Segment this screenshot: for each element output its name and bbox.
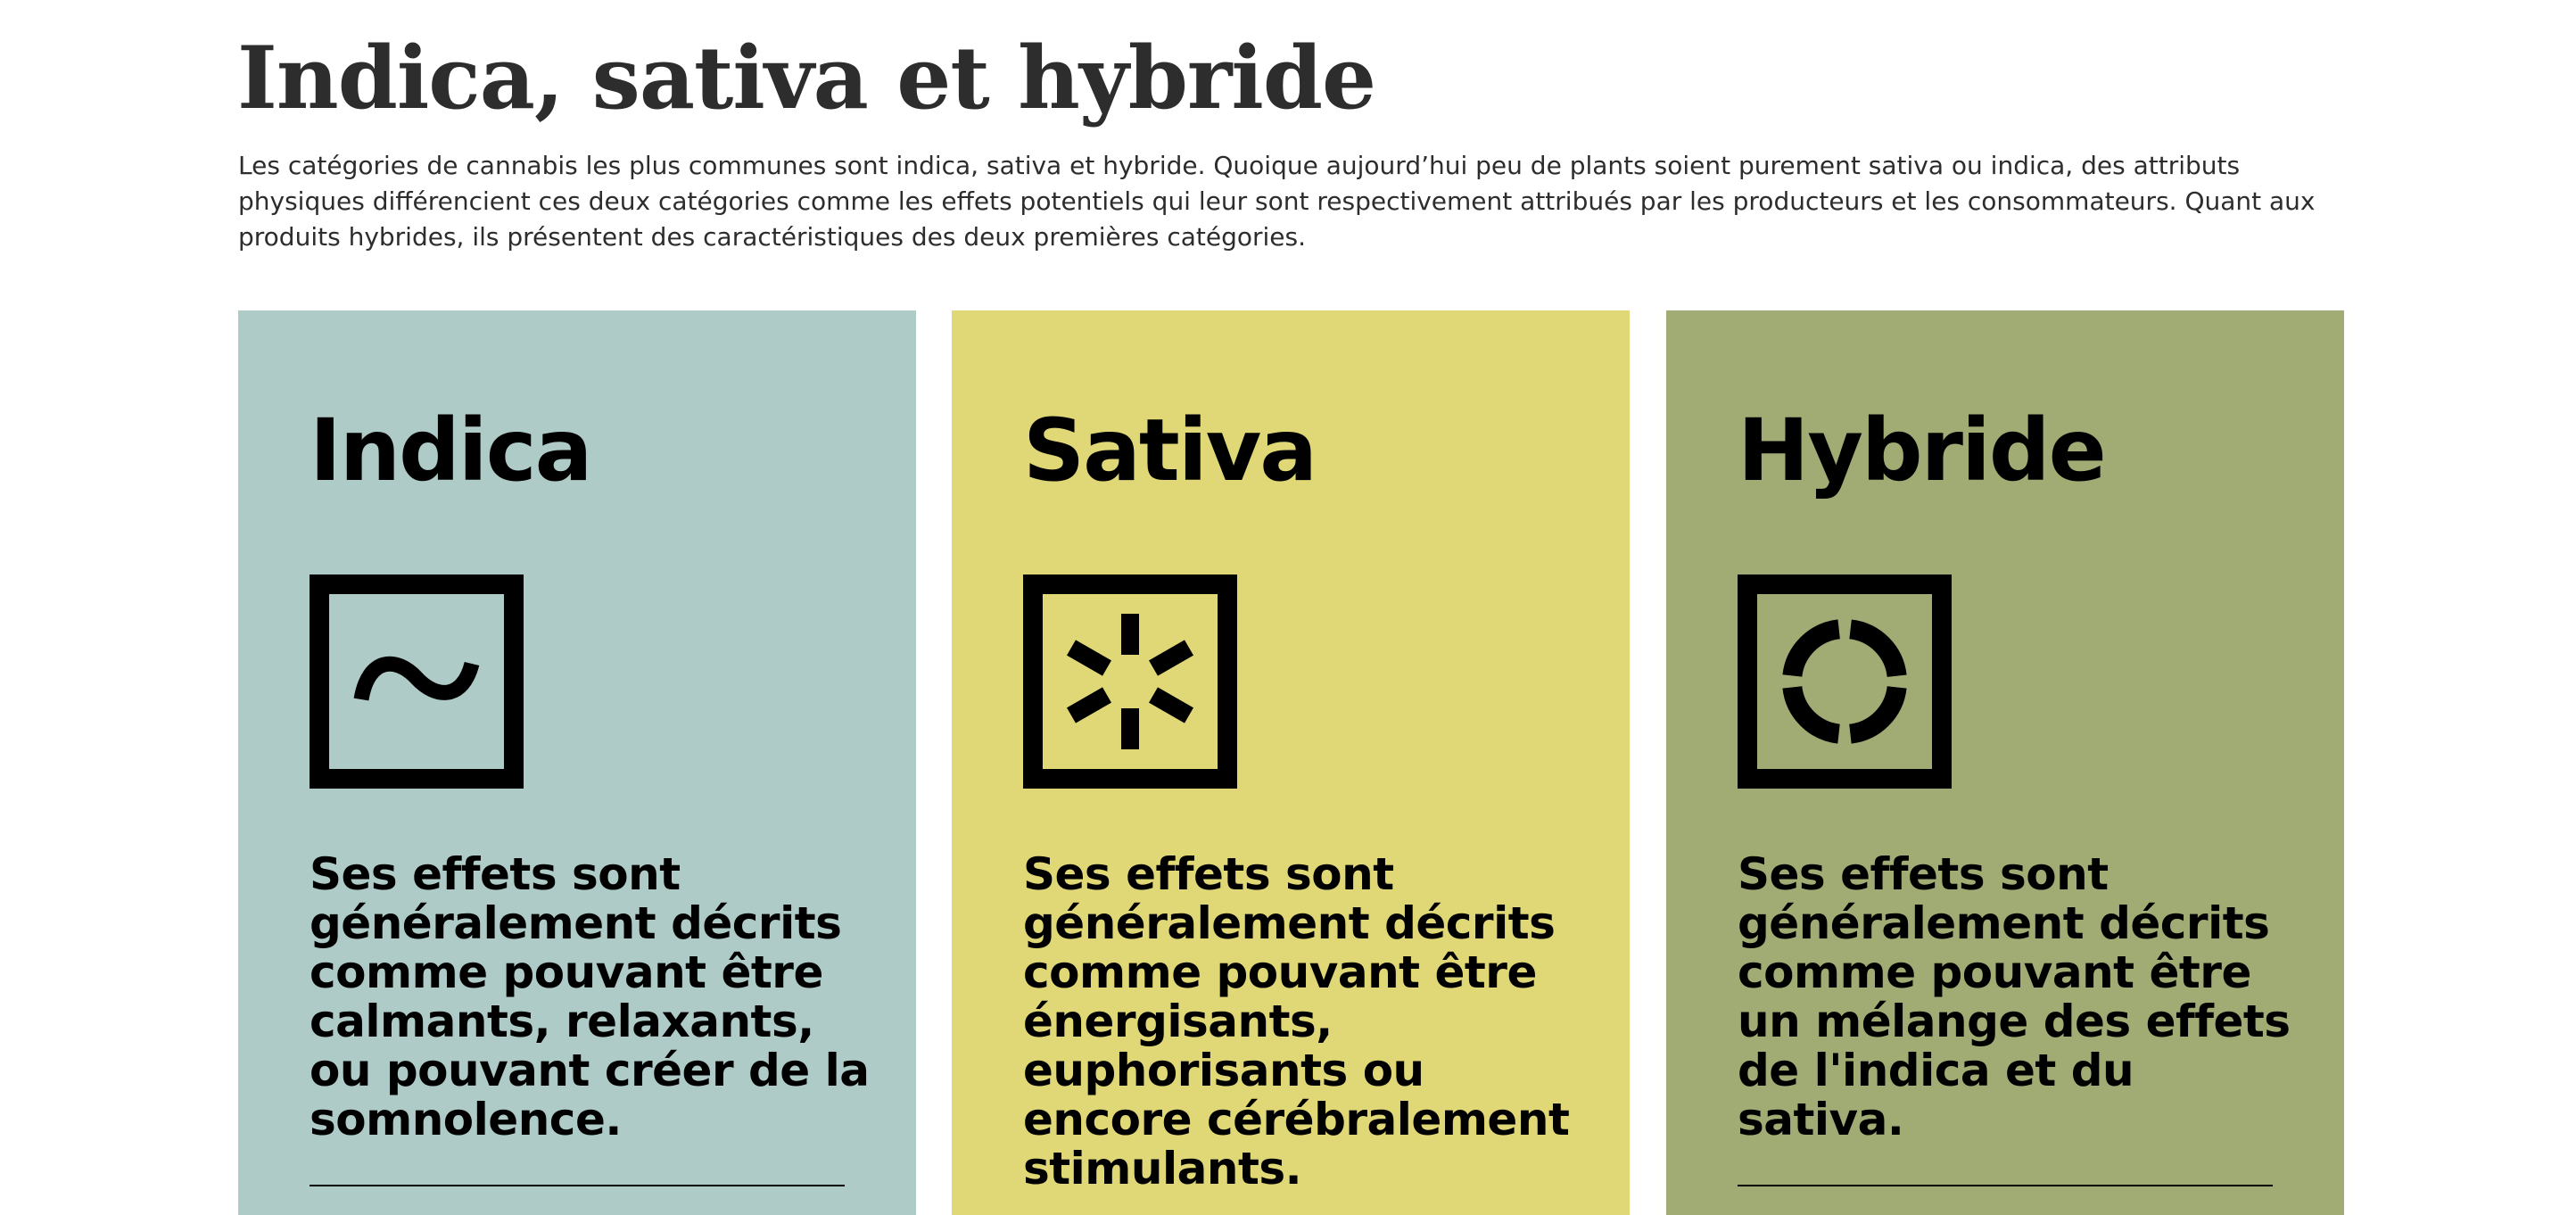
card-divider xyxy=(1738,1185,2273,1186)
page-title: Indica, sativa et hybride xyxy=(237,28,1376,128)
card-description: Ses effets sont généralement décrits comme pouvant être calmants, relaxants, ou pouvant créer de la somnolence. xyxy=(310,848,870,1145)
intro-paragraph: Les catégories de cannabis les plus communes sont indica, sativa et hybride. Quoique aujourd’hui peu de plants soient purement sativa ou indica, des attributs physiques différencient ces deux catégories comme les effets potentiels qui leur sont respectivement attribués par les producteurs et les consommateurs. Quant aux produits hybrides, ils présentent des caractéristiques des deux premières catégories. xyxy=(238,151,2316,252)
card-hybride xyxy=(1666,310,2344,1215)
tilde-wave-icon xyxy=(310,574,524,789)
card-description: Ses effets sont généralement décrits comme pouvant être énergisants, euphorisants ou encore cérébralement stimulants. xyxy=(1023,848,1570,1194)
card-indica xyxy=(238,310,916,1215)
card-sativa xyxy=(952,310,1630,1215)
card-divider xyxy=(310,1185,845,1186)
segmented-ring-icon xyxy=(1738,574,1952,789)
card-title: Indica xyxy=(310,401,591,500)
card-description: Ses effets sont généralement décrits comme pouvant être un mélange des effets de l'indica et du sativa. xyxy=(1738,848,2291,1145)
sunburst-icon xyxy=(1023,574,1237,789)
strain-cards xyxy=(238,310,2345,1215)
card-title: Sativa xyxy=(1023,401,1317,500)
card-title: Hybride xyxy=(1738,401,2105,500)
